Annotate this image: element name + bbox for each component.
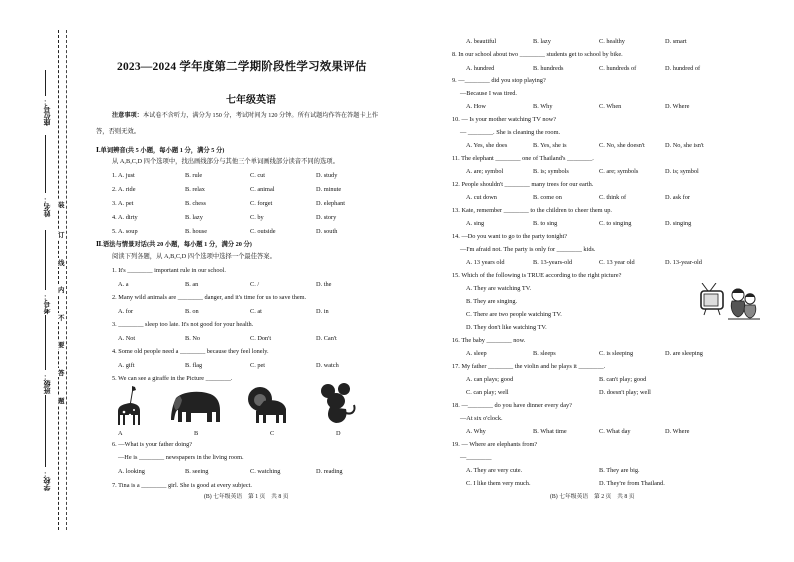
- question-19: 19. — Where are elephants from?: [452, 441, 538, 448]
- exam-number-label: 考号：: [43, 293, 51, 314]
- footer-right: (B) 七年级英语 第 2 页 共 8 页: [550, 494, 635, 500]
- question-13: 13. Kate, remember ________ to the children to cheer them up.: [452, 207, 612, 214]
- section2-instruction: 阅读下列各题，从 A,B,C,D 四个选项中选择一个最佳答案。: [112, 253, 276, 260]
- question-9: 9. —________ did you stop playing?: [452, 77, 546, 84]
- seat-number-label: 座位号：: [43, 98, 51, 126]
- notice-line-1: 注意事项：本试卷不含听力，满分为 150 分，考试时间为 120 分钟。所有试题均作答在答题卡上作: [112, 112, 379, 119]
- question-8: 8. In our school about two ________ students get to school by bike.: [452, 51, 623, 58]
- question-11: 11. The elephant ________ one of Thailand's ________.: [452, 155, 594, 162]
- question-6: 6. —What is your father doing?: [112, 441, 193, 448]
- seal-char: 订: [58, 232, 65, 239]
- notice-line-2: 答，否则无效。: [96, 128, 141, 135]
- section1-heading: Ⅰ.单词辨音(共 5 小题，每小题 1 分，满分 5 分): [96, 147, 225, 154]
- question-4: 4. Some old people need a ________ because they feel lonely.: [112, 348, 269, 355]
- question-12: 12. People shouldn't ________ many trees for our earth.: [452, 181, 594, 188]
- seal-char: 题: [58, 398, 65, 405]
- seal-char: 要: [58, 342, 65, 349]
- question-14: 14. —Do you want to go to the party tonight?: [452, 233, 568, 240]
- exam-title: 2023—2024 学年度第二学期阶段性学习效果评估: [117, 61, 367, 73]
- section2-heading: Ⅱ.语法与情景对话(共 20 小题，每小题 1 分，满分 20 分): [96, 241, 252, 248]
- question-1: 1. It's ________ important rule in our school.: [112, 267, 226, 274]
- question-2: 2. Many wild animals are ________ danger, and it's time for us to save them.: [112, 294, 307, 301]
- footer-left: (B) 七年级英语 第 1 页 共 8 页: [204, 494, 289, 500]
- lion-picture: [246, 385, 288, 425]
- tv-watching-picture: [700, 283, 762, 325]
- seal-char: 线: [58, 260, 65, 267]
- question-10: 10. — Is your mother watching TV now?: [452, 116, 556, 123]
- mouse-picture: [318, 383, 358, 425]
- seal-char: 答: [58, 370, 65, 377]
- question-15: 15. Which of the following is TRUE according to the right picture?: [452, 272, 622, 279]
- question-17: 17. My father ________ the violin and he plays it ________.: [452, 363, 606, 370]
- school-label: 学校：: [43, 470, 51, 491]
- exam-sheet: 座位号： 姓名： 考号： 班级： 学校： 装 订 线 内 不 要 答 题 2023—2024 学年度第二学期阶段性学习效果评估 七年级英语 注意事项：本试卷不含听力，满分为 150 分，考试时间为 120 分钟。所有试题均作答在答题卡上作 答，否则无效。 Ⅰ.单词辨音(共 5 小题，每小题 1 分，满分 5 分) 从 A,B,C,D 四个选项中，找出画线部分与其他三个单词画线部分读音不同的选项。 1. A. just B. rule C. cut D. study 2. A. ride B. relax C. animal D. minute 3. A. pet B. chess C. forget D. elephant 4. A. dirty B. lazy C. by D. story 5. A. soup B. house C. outside D. south Ⅱ.语法与情景对话(共 20 小题，每小题 1 分，满分 20 分) 阅读下列各题，从 A,B,C,D 四个选项中选择一个最佳答案。 1. It's ________ important rule in our school. A. a B. an C. / D. the 2. Many wild animals are ________ danger, and it's time for us to save them. A. for B. on C. at D. in 3. ________ sleep too late. It's not good for your health. A. Not B. No C. Don't D. Can't 4. Some old people need a ________ because they feel lonely. A. gift B. flag C. pet D. watch 5. We can see a giraffe in the Picture ________. A B C D 6. —What is your father doing? —He is ________ newspapers in the living room. A. looking B. seeing C. watching D. reading 7. Tina is a ________ girl. She is good at every subject. (B) 七年级英语 第 1 页 共 8 页 A. beautiful B. lazy C. healthy D. smart 8. In our school about two ________ students get to school by bike. A. hundred B. hundreds C. hundreds of D. hundred of 9. —________ did you stop playing? —Because I was tired. A. How B. Why C. When D. Where 10. — Is your mother watching TV now? — ________. She is cleaning the room. A. Yes, she does B. Yes, she is C. No, she doesn't D. No, she isn't 11. The elephant ________ one of Thailand's ________. A. are; symbol B. is; symbols C. are; symbols D. is; symbol 12. People shouldn't ________ many trees for our earth. A. cut down B. come on C. think of D. ask for 13. Kate, remember ________ to the children to cheer them up. A. sing B. to sing C. to singing D. singing 14. —Do you want to go to the party tonight? —I'm afraid not. The party is only for ________ kids. A. 13 years old B. 13-years-old C. 13 year old D. 13-year-old 15. Which of the following is TRUE according to the right picture? A. They are watching TV. B. They are singing. C. There are two people watching TV. D. They don't like watching TV. 16. The baby ________ now. A. sleep B. sleeps C. is sleeping D. are sleeping 17. My father ________ the violin and he plays it ________. A. can plays; good B. can't play; good C. can play; well D. doesn't play; well 18. —________ do you have dinner every day? —At six o'clock. A. Why B. What time C. What day D. Where 19. — Where are elephants from? —________ A. They are very cute. B. They are big. C. I like them very much. D. They're from Thailand. (B) 七年级英语 第 2 页 共 8 页: [0, 0, 794, 562]
- binding-dashed-line-outer: [66, 30, 67, 530]
- binding-dashed-line: [58, 30, 59, 530]
- seal-char: 内: [58, 287, 65, 294]
- question-5: 5. We can see a giraffe in the Picture ________.: [112, 375, 233, 382]
- class-label: 班级：: [43, 373, 51, 394]
- seal-char: 不: [58, 315, 65, 322]
- question-3: 3. ________ sleep too late. It's not good for your health.: [112, 321, 254, 328]
- exam-subtitle: 七年级英语: [226, 95, 276, 106]
- section1-instruction: 从 A,B,C,D 四个选项中，找出画线部分与其他三个单词画线部分读音不同的选项。: [112, 158, 339, 165]
- question-7: 7. Tina is a ________ girl. She is good at every subject.: [112, 482, 252, 489]
- name-label: 姓名：: [43, 196, 51, 217]
- seal-char: 装: [58, 202, 65, 209]
- elephant-picture: [168, 388, 226, 424]
- question-16: 16. The baby ________ now.: [452, 337, 526, 344]
- question-18: 18. —________ do you have dinner every day?: [452, 402, 572, 409]
- giraffe-picture: [112, 384, 144, 426]
- notice-prefix: 注意事项：: [112, 112, 143, 119]
